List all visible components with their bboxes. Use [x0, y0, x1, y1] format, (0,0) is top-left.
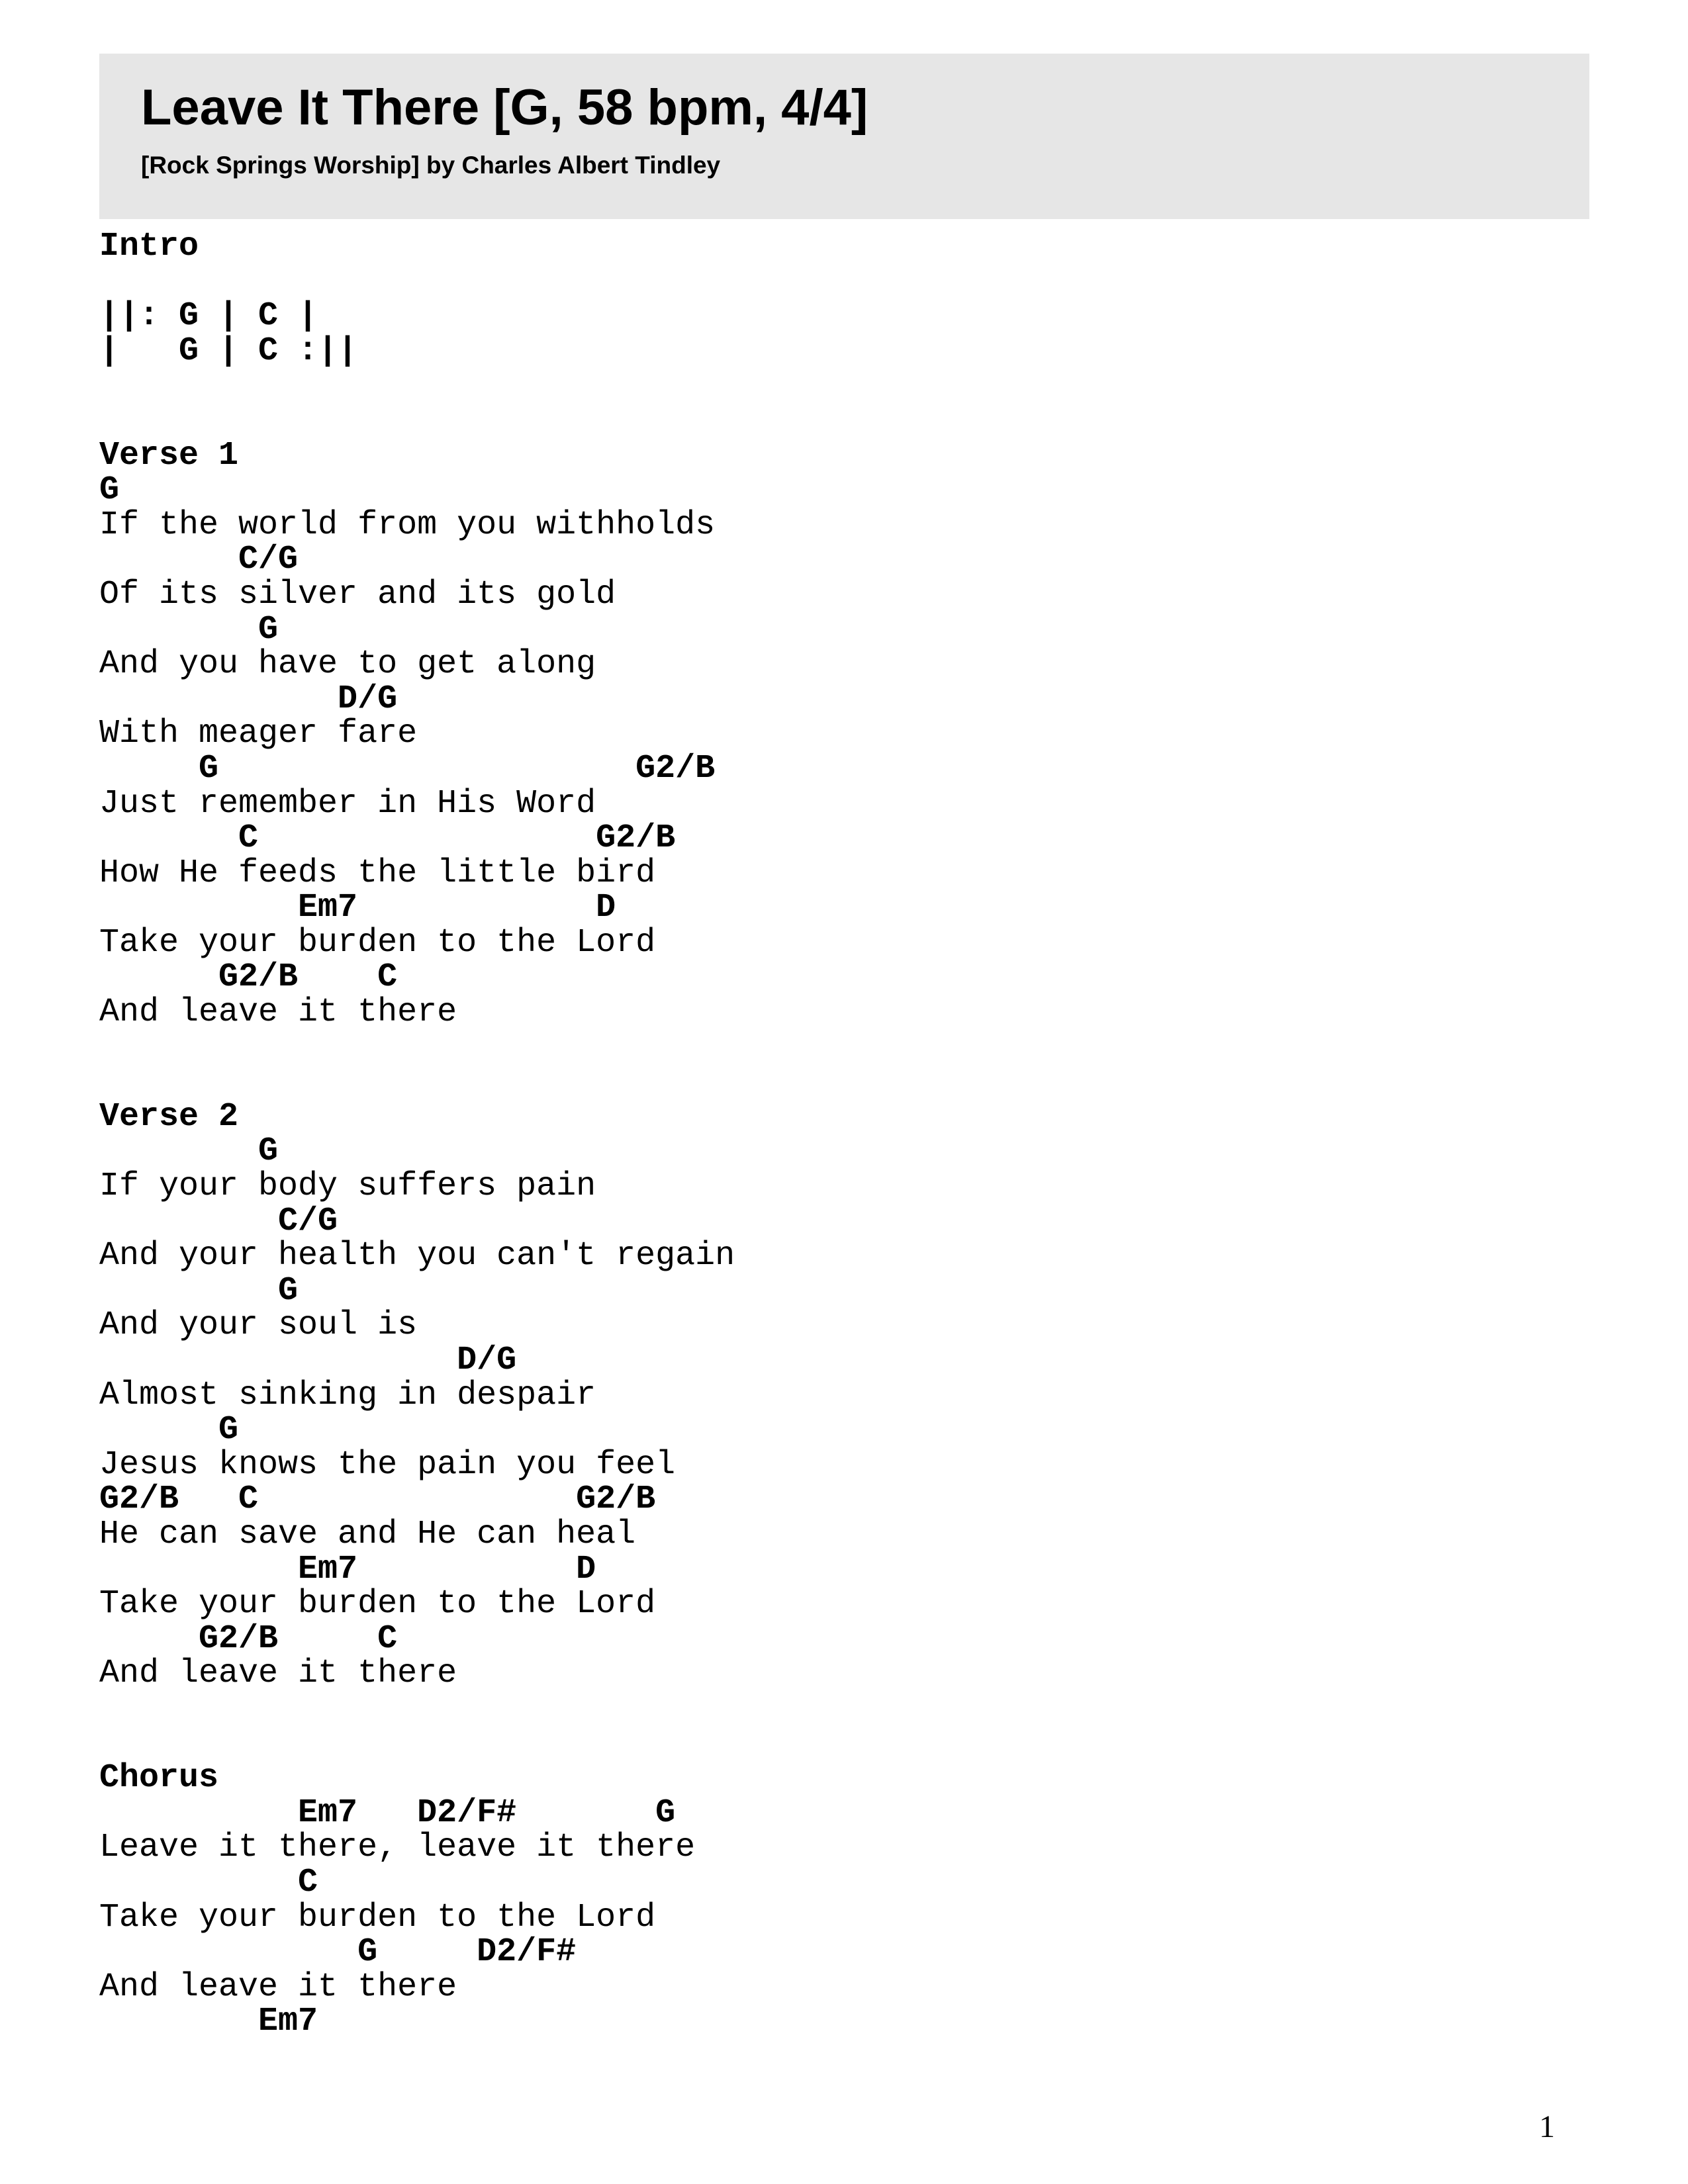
lyric-line: And leave it there — [99, 1968, 457, 2006]
chord-line: C/G — [99, 1202, 338, 1240]
chord-line: G2/B C G2/B — [99, 1480, 656, 1519]
lyric-line: And leave it there — [99, 993, 457, 1032]
blank-line — [99, 1030, 1489, 1066]
lyric-line: And leave it there — [99, 1655, 457, 1693]
page-number: 1 — [1539, 2109, 1555, 2144]
lyric-line: Take your burden to the Lord — [99, 923, 656, 962]
chord-line: G — [99, 471, 120, 510]
chord-line: G G2/B — [99, 749, 716, 788]
lyric-line: Take your burden to the Lord — [99, 1898, 656, 1936]
blank-line — [99, 1692, 1489, 1727]
chord-line: D/G — [99, 680, 398, 718]
lyric-line: Almost sinking in despair — [99, 1376, 596, 1414]
section-heading: Intro — [99, 228, 199, 265]
lyric-line: He can save and He can heal — [99, 1515, 636, 1553]
chord-line: Em7 D — [99, 889, 616, 927]
chord-line: G2/B C — [99, 958, 398, 997]
chord-line: C G2/B — [99, 819, 676, 858]
chord-line: Em7 D — [99, 1550, 596, 1588]
lyric-line: If your body suffers pain — [99, 1167, 596, 1206]
chord-line: G — [99, 1271, 299, 1310]
song-title: Leave It There [G, 58 bpm, 4/4] — [141, 79, 868, 136]
chord-line: Em7 D2/F# G — [99, 1794, 676, 1832]
chord-line: D/G — [99, 1342, 517, 1379]
chord-line: C — [99, 1863, 318, 1901]
lyric-line: Take your burden to the Lord — [99, 1585, 656, 1623]
song-subtitle: [Rock Springs Worship] by Charles Albert Tindley — [141, 152, 721, 179]
blank-line — [99, 369, 1489, 404]
chord-line: G — [99, 610, 279, 649]
chord-line: G — [99, 1132, 279, 1171]
lyric-line: Just remember in His Word — [99, 784, 596, 823]
lyric-line: And you have to get along — [99, 645, 596, 684]
chord-line: C/G — [99, 541, 299, 579]
chord-sheet — [99, 230, 1489, 2040]
lyric-line: If the world from you withholds — [99, 506, 716, 544]
chord-line: G D2/F# — [99, 1933, 577, 1972]
blank-line — [99, 404, 1489, 439]
lyric-line: How He feeds the little bird — [99, 854, 656, 892]
section-heading: Verse 1 — [99, 436, 239, 475]
lyric-line: Jesus knows the pain you feel — [99, 1445, 676, 1484]
section-heading: Chorus — [99, 1759, 219, 1797]
lyric-line: Of its silver and its gold — [99, 575, 616, 614]
lyric-line: And your health you can't regain — [99, 1237, 735, 1275]
blank-line — [99, 265, 1489, 300]
chord-line: G2/B C — [99, 1619, 398, 1658]
chord-line: G — [99, 1411, 239, 1449]
lyric-line: Leave it there, leave it there — [99, 1829, 696, 1867]
section-heading: Verse 2 — [99, 1097, 239, 1136]
lyric-line: And your soul is — [99, 1306, 418, 1345]
chord-line: | G | C :|| — [99, 332, 358, 370]
chord-line: Em7 — [99, 2003, 318, 2041]
blank-line — [99, 1065, 1489, 1100]
blank-line — [99, 1727, 1489, 1762]
lyric-line: With meager fare — [99, 715, 418, 753]
chord-line: ||: G | C | — [99, 297, 318, 336]
